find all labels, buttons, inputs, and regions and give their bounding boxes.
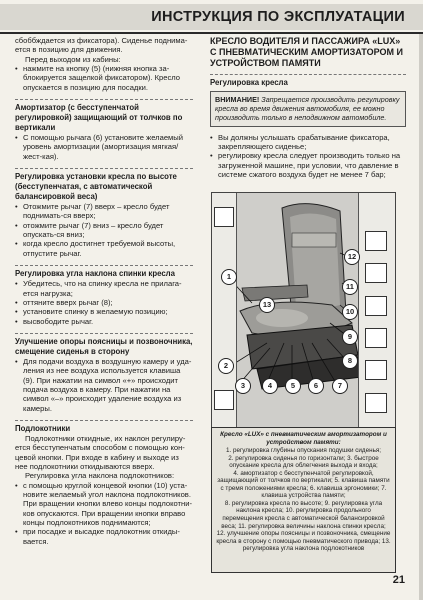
list-item: • нажмите на кнопку (5) (нижняя кнопка за- блокируется защелкой фиксатором). Кресло опускается в позицию для посадки. — [15, 64, 193, 92]
wrench-icon — [365, 263, 387, 283]
callout-4: 4 — [262, 378, 278, 394]
incline-icon — [365, 393, 387, 413]
list-item: • с помощью круглой концевой кнопки (10) уста-новите желаемый угол наклона подлокотников. При вращении кнопки влево концы подлокотни-ков опускаются. При вращении кнопки вправо концы подлокотников поднимаются; — [15, 481, 193, 528]
callout-8: 8 — [342, 353, 358, 369]
section-heading: Амортизатор (с бесступенчатой регулировкой) защищающий от толчков по вертикали — [15, 103, 183, 133]
section-lumbar-support — [15, 333, 193, 413]
section-armrests — [15, 420, 193, 546]
section-heading: Улучшение опоры поясницы и позвоночника, смещение сиденья в сторону — [15, 336, 193, 356]
section-heading: Регулировка установки кресла по высоте (бесступенчатая, с автоматической балансировкой веса) — [15, 172, 177, 202]
seat-illustration — [211, 192, 396, 429]
list-item: • Вы должны услышать срабатывание фиксатора, закрепляющего сиденье; — [210, 133, 406, 152]
section-backrest-angle — [15, 265, 193, 326]
callout-2: 2 — [218, 358, 234, 374]
warning-box — [210, 91, 406, 127]
section-height-adjust — [15, 168, 193, 258]
list-item: • Отожмите рычаг (7) вверх – кресло будет поднимать-ся вверх; — [15, 202, 193, 221]
list-item: • установите спинку в желаемую позицию; — [15, 307, 193, 316]
list-item: • С помощью рычага (6) установите желаемый уровень амортизации (амортизация мягкая/жест-кая). — [15, 133, 193, 161]
caption-item: 1. регулировка глубины опускания подушки сиденья; — [225, 447, 382, 455]
armrest-icon — [365, 360, 387, 380]
section-heading: Подлокотники — [15, 423, 71, 433]
list-item: • высвободите рычаг. — [15, 317, 193, 326]
callout-11: 11 — [342, 279, 358, 295]
figure-caption — [211, 427, 396, 573]
callout-1: 1 — [221, 269, 237, 285]
callout-10: 10 — [342, 304, 358, 320]
page-edge — [419, 34, 423, 600]
section-title: КРЕСЛО ВОДИТЕЛЯ И ПАССАЖИРА «LUX» С ПНЕВМАТИЧЕСКИМ АМОРТИЗАТОРОМ И УСТРОЙСТВОМ ПАМЯТИ — [210, 36, 403, 68]
list-item: • Для подачи воздуха в воздушную камеру и уда-ления из нее воздуха используется клавиша (9). При нажатии на символ «+» происходит подача воздуха в камеру. При нажатии на символ «–» происходит удаление воздуха из камеры. — [15, 357, 193, 413]
control-icon-strip-right — [358, 193, 395, 428]
warning-text: Запрещается производить регулировку кресла во время движения автомобиля, ее можно производить только в неподвижном автомобиле. — [215, 95, 400, 123]
section-heading: Регулировка угла наклона спинки кресла — [15, 269, 175, 279]
paragraph: Подлокотники откидные, их наклон регулиру-ется бесступенчатым способом с помощью кон-цевой кнопки. При входе в кабину и выходе из нее подлокотники откидываются вверх. — [15, 433, 186, 471]
callout-9: 9 — [342, 329, 358, 345]
callout-5: 5 — [285, 378, 301, 394]
caption-item: 2. регулировка сиденья по горизонтали; 3. быстрое опускание кресла для облегчения выхода и входа; — [228, 454, 379, 470]
callout-7: 7 — [332, 378, 348, 394]
intro-line: сбоббждается из фиксатора). Сиденье поднима- — [15, 36, 188, 45]
list-item: • оттяните вверх рычаг (8); — [15, 298, 193, 307]
list-item: • когда кресло достигнет требуемой высоты, отпустите рычаг. — [15, 239, 193, 258]
section-shock-absorber — [15, 99, 193, 161]
page-header — [0, 0, 423, 34]
intro-line: ется в позицию для движения. — [15, 45, 123, 55]
height-adjust-icon — [214, 390, 234, 410]
caption-title: Кресло «LUX» с пневматическим амортизатором и устройством памяти: — [220, 431, 387, 446]
control-icon-strip-left — [212, 193, 237, 428]
section-heading: Регулировка кресла — [210, 78, 288, 87]
paragraph: Регулировка угла наклона подлокотников: — [25, 471, 175, 481]
callout-3: 3 — [235, 378, 251, 394]
list-item: • регулировку кресла следует производить только на загруженной машине, при условии, что давление в системе сжатого воздуха будет не менее 7 бар; — [210, 151, 406, 179]
caption-item: 12. улучшение опоры поясницы и позвоночника, смещение кресла в сторону с помощью пневматического привода; 13. регулировка угла наклона подлокотников — [216, 530, 391, 553]
callout-6: 6 — [308, 378, 324, 394]
caption-item: 8. регулировка кресла по высоте; 9. регулировка угла наклона кресла; 10. регулировка продольного перемещения кресла с автоматической балансировкой веса; 11. регулировка величины наклона спинки кресла; — [221, 499, 386, 530]
page-number: 21 — [392, 574, 405, 586]
seat-depth-icon — [214, 207, 234, 227]
header-rule — [0, 32, 423, 34]
list-item: • отожмите рычаг (7) вниз – кресло будет опускать-ся вниз; — [15, 221, 193, 240]
subsection — [210, 74, 406, 88]
list-item: • при посадке и высадке подлокотник откиды-вается. — [15, 527, 193, 546]
left-column — [15, 36, 193, 546]
memory-buttons-icon — [365, 231, 387, 251]
callout-12: 12 — [344, 249, 360, 265]
callout-13: 13 — [259, 297, 275, 313]
list-item: • Убедитесь, что на спинку кресла не прилага-ется нагрузка; — [15, 279, 193, 298]
page-title: ИНСТРУКЦИЯ ПО ЭКСПЛУАТАЦИИ — [151, 9, 405, 25]
arrows-icon — [365, 296, 387, 316]
lever-icon — [365, 328, 387, 348]
intro-line: Перед выходом из кабины: — [25, 54, 121, 64]
warning-label: ВНИМАНИЕ! — [215, 95, 260, 104]
right-column — [210, 36, 406, 179]
caption-item: 4. амортизатор с бесступенчатой регулировкой, защищающий от толчков по вертикали; 5. клавиша памяти с тремя положениями кресла; 6. клавиша эргономики; 7. клавиша устройства памяти; — [217, 469, 390, 500]
